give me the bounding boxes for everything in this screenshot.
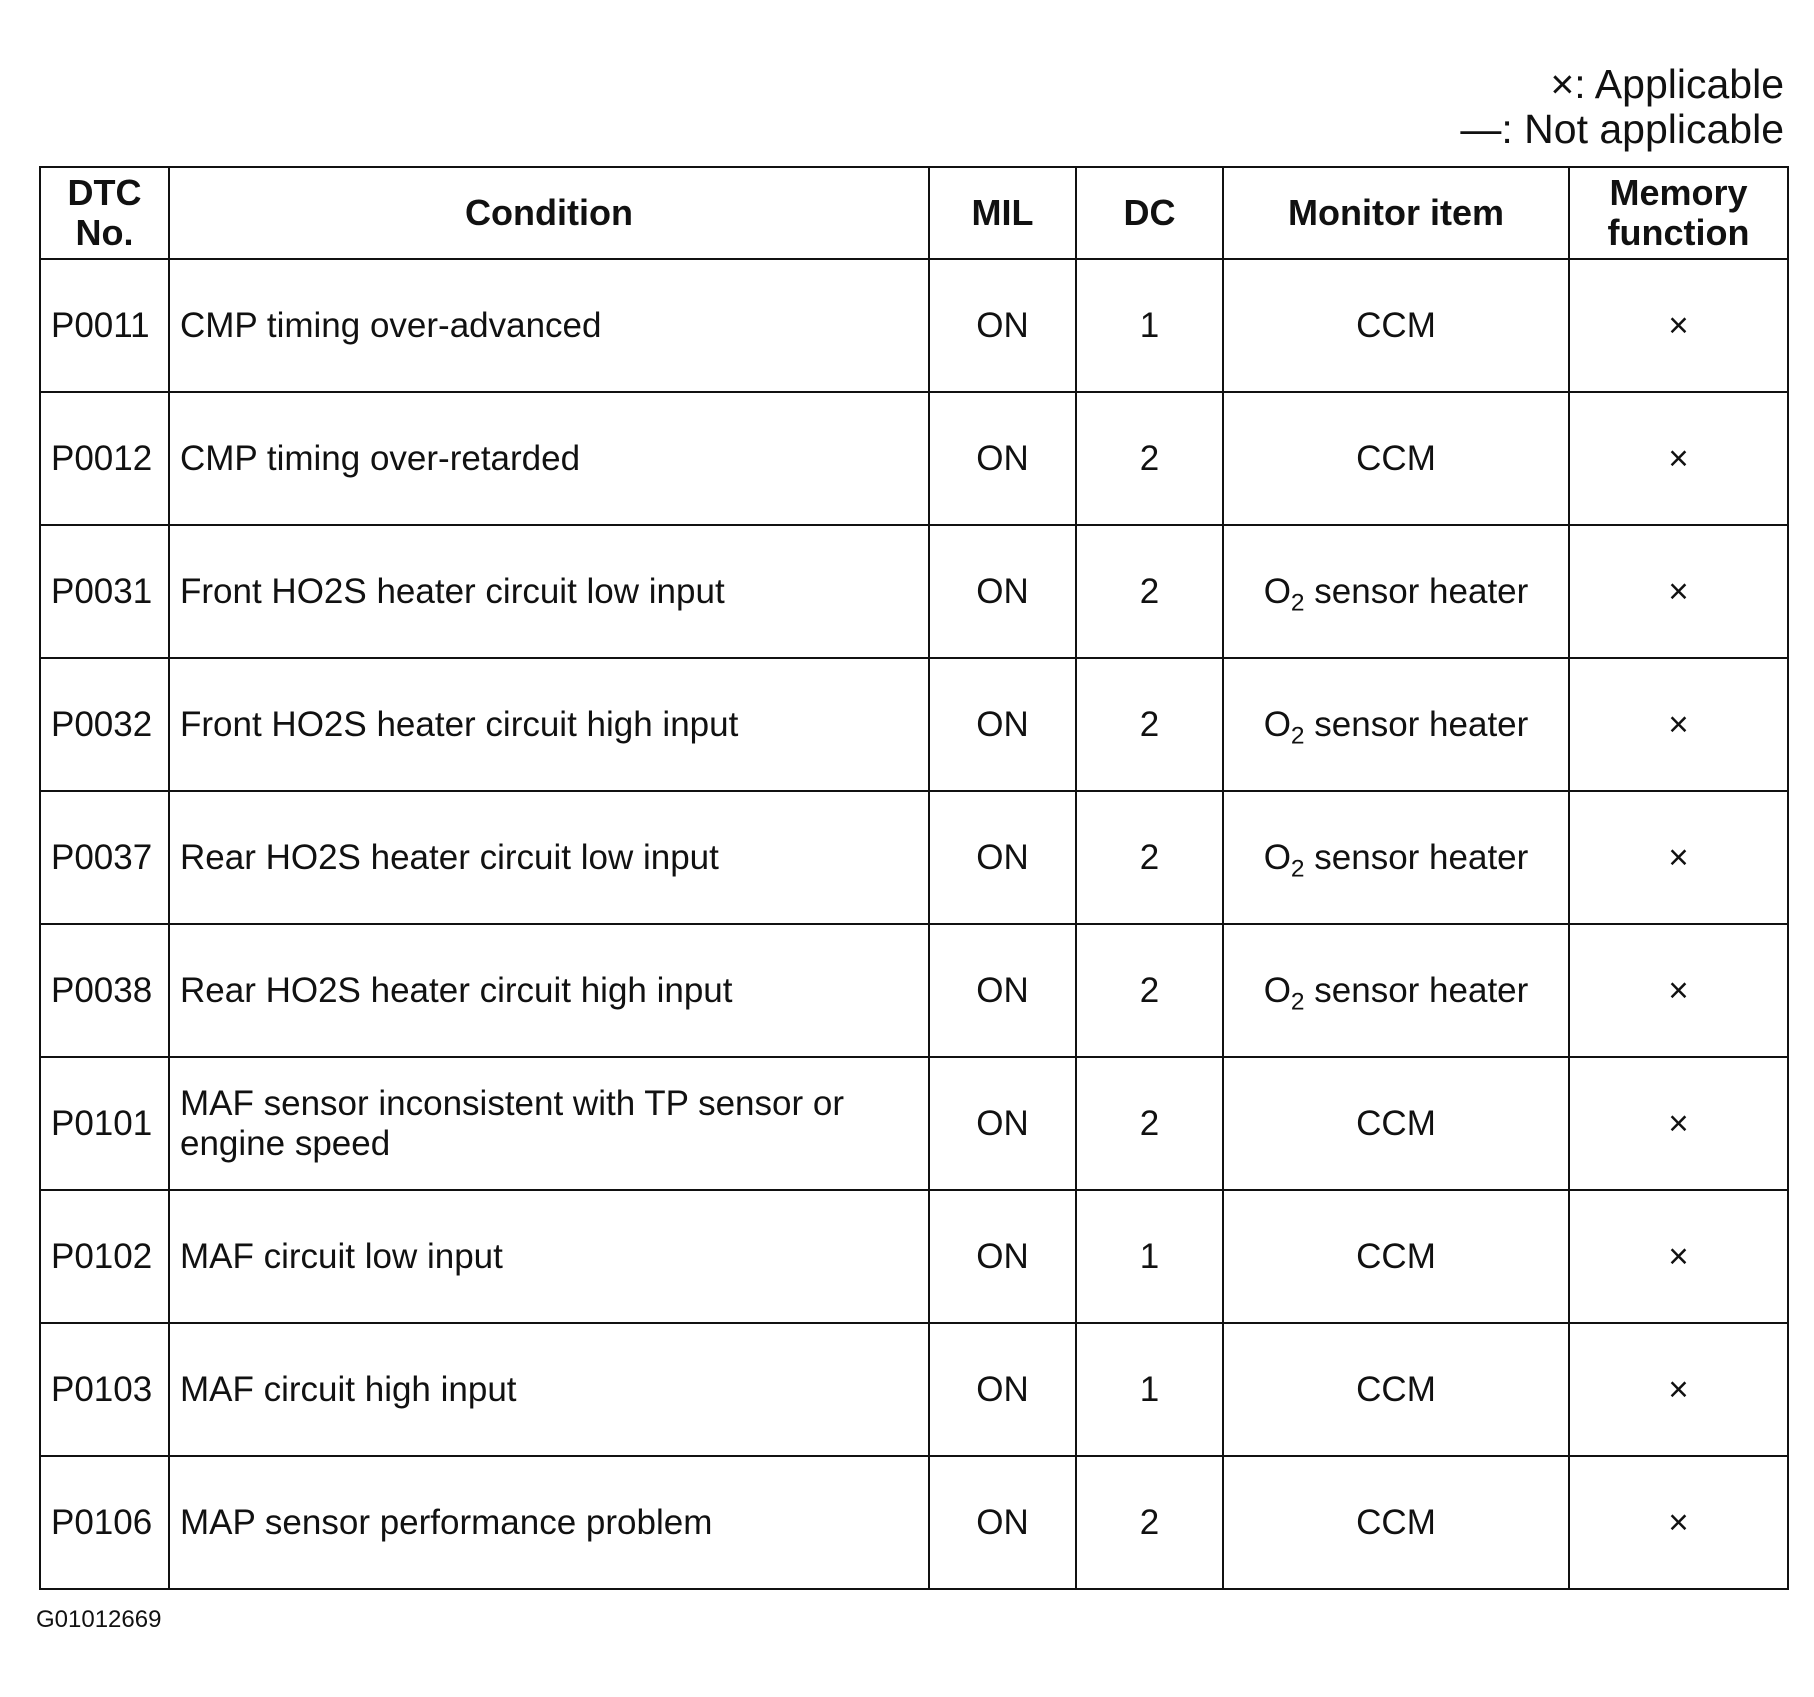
table-header-row bbox=[40, 167, 1788, 259]
dc-cell: 2 bbox=[1076, 791, 1223, 924]
mil-cell: ON bbox=[929, 1456, 1076, 1589]
mil-cell: ON bbox=[929, 1057, 1076, 1190]
table-row bbox=[40, 658, 1788, 791]
dc-cell: 1 bbox=[1076, 259, 1223, 392]
table-body bbox=[40, 259, 1788, 1589]
dc-cell: 1 bbox=[1076, 1323, 1223, 1456]
dc-cell: 2 bbox=[1076, 658, 1223, 791]
dtc-code-cell: P0038 bbox=[40, 924, 169, 1057]
monitor-item-cell: $O_2$ sensor heater bbox=[1223, 924, 1569, 1057]
dtc-code-cell: P0037 bbox=[40, 791, 169, 924]
header-mil: MIL bbox=[929, 167, 1076, 259]
dc-cell: 2 bbox=[1076, 1057, 1223, 1190]
table-row bbox=[40, 392, 1788, 525]
mil-cell: ON bbox=[929, 924, 1076, 1057]
monitor-item-cell: CCM bbox=[1223, 1323, 1569, 1456]
dtc-code-cell: P0031 bbox=[40, 525, 169, 658]
memory-function-cell: × bbox=[1569, 1190, 1788, 1323]
memory-function-cell: × bbox=[1569, 525, 1788, 658]
dtc-code-cell: P0032 bbox=[40, 658, 169, 791]
legend bbox=[1460, 62, 1784, 152]
dtc-code-cell: P0103 bbox=[40, 1323, 169, 1456]
mil-cell: ON bbox=[929, 1323, 1076, 1456]
monitor-item-cell: $O_2$ sensor heater bbox=[1223, 791, 1569, 924]
condition-cell: Rear HO2S heater circuit low input bbox=[169, 791, 929, 924]
monitor-item-cell: $O_2$ sensor heater bbox=[1223, 525, 1569, 658]
dc-cell: 2 bbox=[1076, 392, 1223, 525]
dtc-code-cell: P0011 bbox=[40, 259, 169, 392]
table-row bbox=[40, 525, 1788, 658]
legend-not-applicable: —: Not applicable bbox=[1460, 106, 1784, 152]
header-monitor-item: Monitor item bbox=[1223, 167, 1569, 259]
condition-cell: Rear HO2S heater circuit high input bbox=[169, 924, 929, 1057]
dc-cell: 2 bbox=[1076, 525, 1223, 658]
memory-function-cell: × bbox=[1569, 1323, 1788, 1456]
table-row bbox=[40, 791, 1788, 924]
dtc-code-cell: P0102 bbox=[40, 1190, 169, 1323]
monitor-item-cell: CCM bbox=[1223, 259, 1569, 392]
dtc-code-cell: P0101 bbox=[40, 1057, 169, 1190]
condition-cell: Front HO2S heater circuit high input bbox=[169, 658, 929, 791]
memory-function-cell: × bbox=[1569, 1057, 1788, 1190]
mil-cell: ON bbox=[929, 658, 1076, 791]
header-condition: Condition bbox=[169, 167, 929, 259]
table-row bbox=[40, 924, 1788, 1057]
header-dtc-line2: No. bbox=[75, 212, 134, 253]
mil-cell: ON bbox=[929, 392, 1076, 525]
header-dc: DC bbox=[1076, 167, 1223, 259]
condition-cell: MAF circuit high input bbox=[169, 1323, 929, 1456]
dtc-code-cell: P0012 bbox=[40, 392, 169, 525]
condition-cell: CMP timing over-retarded bbox=[169, 392, 929, 525]
table-row bbox=[40, 1456, 1788, 1589]
condition-cell: CMP timing over-advanced bbox=[169, 259, 929, 392]
monitor-item-cell: CCM bbox=[1223, 1456, 1569, 1589]
figure-id: G01012669 bbox=[36, 1606, 162, 1633]
legend-applicable: ×: Applicable bbox=[1550, 61, 1784, 107]
mil-cell: ON bbox=[929, 791, 1076, 924]
header-dtc-line1: DTC bbox=[67, 172, 142, 213]
table-row bbox=[40, 1057, 1788, 1190]
memory-function-cell: × bbox=[1569, 392, 1788, 525]
memory-function-cell: × bbox=[1569, 924, 1788, 1057]
memory-function-cell: × bbox=[1569, 791, 1788, 924]
condition-cell: MAP sensor performance problem bbox=[169, 1456, 929, 1589]
monitor-item-cell: CCM bbox=[1223, 1190, 1569, 1323]
condition-cell: Front HO2S heater circuit low input bbox=[169, 525, 929, 658]
header-dtc-no bbox=[40, 167, 169, 259]
dc-cell: 2 bbox=[1076, 1456, 1223, 1589]
mil-cell: ON bbox=[929, 525, 1076, 658]
condition-cell: MAF circuit low input bbox=[169, 1190, 929, 1323]
header-memory-function bbox=[1569, 167, 1788, 259]
table-row bbox=[40, 1323, 1788, 1456]
table-row bbox=[40, 259, 1788, 392]
mil-cell: ON bbox=[929, 259, 1076, 392]
memory-function-cell: × bbox=[1569, 658, 1788, 791]
memory-function-cell: × bbox=[1569, 259, 1788, 392]
monitor-item-cell: CCM bbox=[1223, 392, 1569, 525]
dtc-table bbox=[39, 166, 1789, 1590]
dtc-code-cell: P0106 bbox=[40, 1456, 169, 1589]
header-memory-line1: Memory bbox=[1609, 172, 1748, 213]
dc-cell: 2 bbox=[1076, 924, 1223, 1057]
table-row bbox=[40, 1190, 1788, 1323]
mil-cell: ON bbox=[929, 1190, 1076, 1323]
monitor-item-cell: CCM bbox=[1223, 1057, 1569, 1190]
header-memory-line2: function bbox=[1607, 212, 1750, 253]
monitor-item-cell: $O_2$ sensor heater bbox=[1223, 658, 1569, 791]
condition-cell: MAF sensor inconsistent with TP sensor or engine speed bbox=[169, 1057, 929, 1190]
memory-function-cell: × bbox=[1569, 1456, 1788, 1589]
dc-cell: 1 bbox=[1076, 1190, 1223, 1323]
